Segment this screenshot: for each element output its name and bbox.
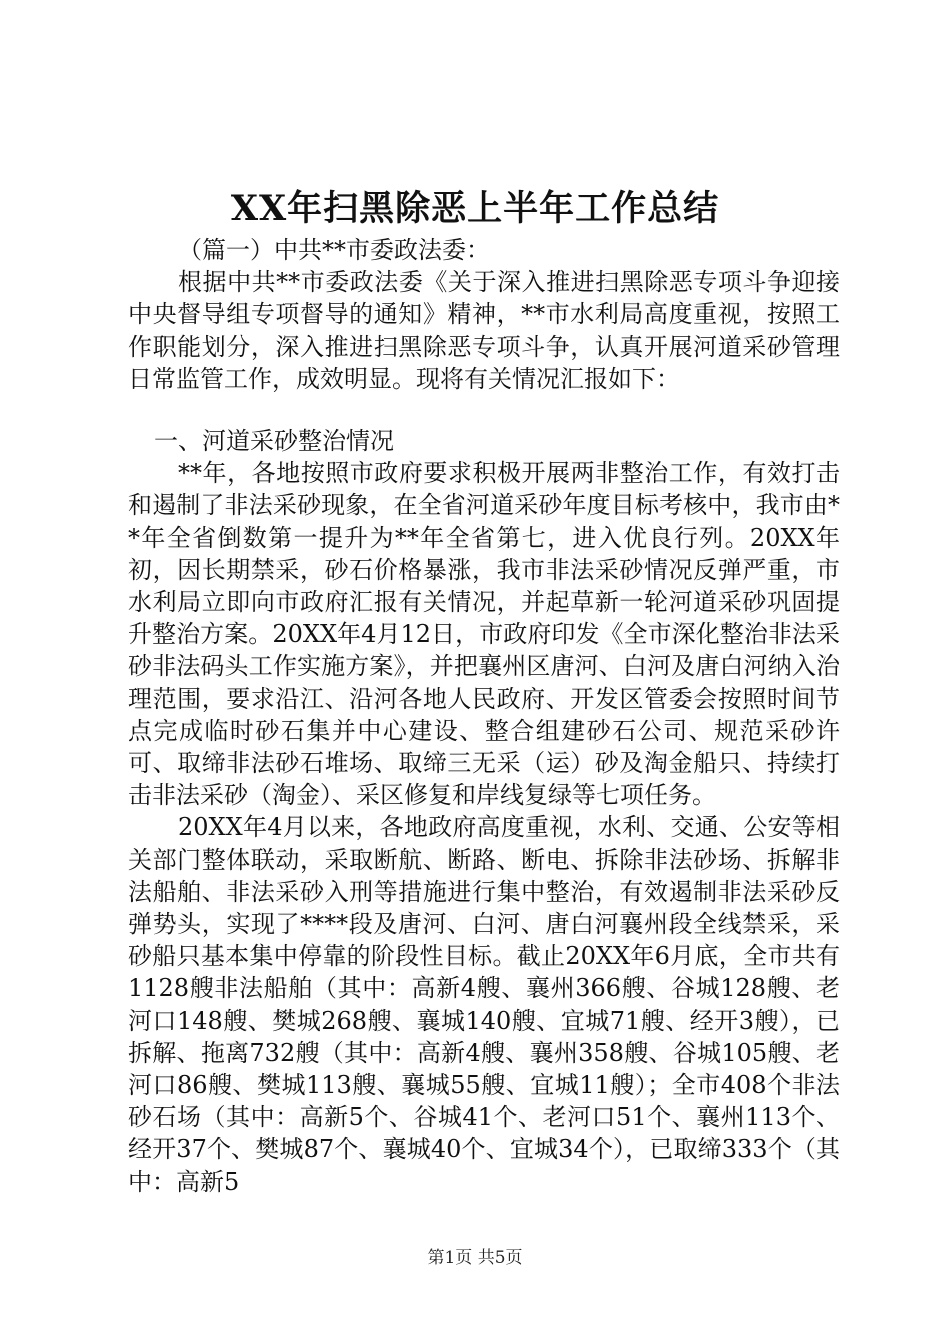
page-number-footer: 第1页 共5页 xyxy=(427,1248,523,1268)
addressee-line: （篇一）中共**市委政法委： xyxy=(178,236,490,264)
intro-paragraph: 根据中共**市委政法委《关于深入推进扫黑除恶专项斗争迎接中央督导组专项督导的通知》精神，**市水利局高度重视，按照工作职能划分，深入推进扫黑除恶专项斗争，认真开展河道采砂管理日常监管工作，成效明显。现将有关情况汇报如下： xyxy=(128,268,840,393)
document-title: XX年扫黑除恶上半年工作总结 xyxy=(230,188,720,229)
section-heading: 一、河道采砂整治情况 xyxy=(154,427,394,456)
document-body xyxy=(128,234,840,1198)
body-paragraph: 20XX年4月以来，各地政府高度重视，水利、交通、公安等相关部门整体联动，采取断航、断路、断电、拆除非法砂场、拆解非法船舶、非法采砂入刑等措施进行集中整治，有效遏制非法采砂反弹势头，实现了****段及唐河、白河、唐白河襄州段全线禁采，采砂船只基本集中停靠的阶段性目标。截止20XX年6月底，全市共有1128艘非法船舶（其中：高新4艘、襄州366艘、谷城128艘、老河口148艘、樊城268艘、襄城140艘、宜城71艘、经开3艘），已拆解、拖离732艘（其中：高新4艘、襄州358艘、谷城105艘、老河口86艘、樊城113艘、襄城55艘、宜城11艘）；全市408个非法砂石场（其中：高新5个、谷城41个、老河口51个、襄州113个、经开37个、樊城87个、襄城40个、宜城34个），已取缔333个（其中：高新5 xyxy=(128,813,840,1196)
body-paragraph: **年，各地按照市政府要求积极开展两非整治工作，有效打击和遏制了非法采砂现象，在全省河道采砂年度目标考核中，我市由**年全省倒数第一提升为**年全省第七，进入优良行列。20XX年初，因长期禁采，砂石价格暴涨，我市非法采砂情况反弹严重，市水利局立即向市政府汇报有关情况，并起草新一轮河道采砂巩固提升整治方案。20XX年4月12日，市政府印发《全市深化整治非法采砂非法码头工作实施方案》，并把襄州区唐河、白河及唐白河纳入治理范围，要求沿江、沿河各地人民政府、开发区管委会按照时间节点完成临时砂石集并中心建设、整合组建砂石公司、规范采砂许可、取缔非法砂石堆场、取缔三无采（运）砂及淘金船只、持续打击非法采砂（淘金）、采区修复和岸线复绿等七项任务。 xyxy=(128,459,840,810)
